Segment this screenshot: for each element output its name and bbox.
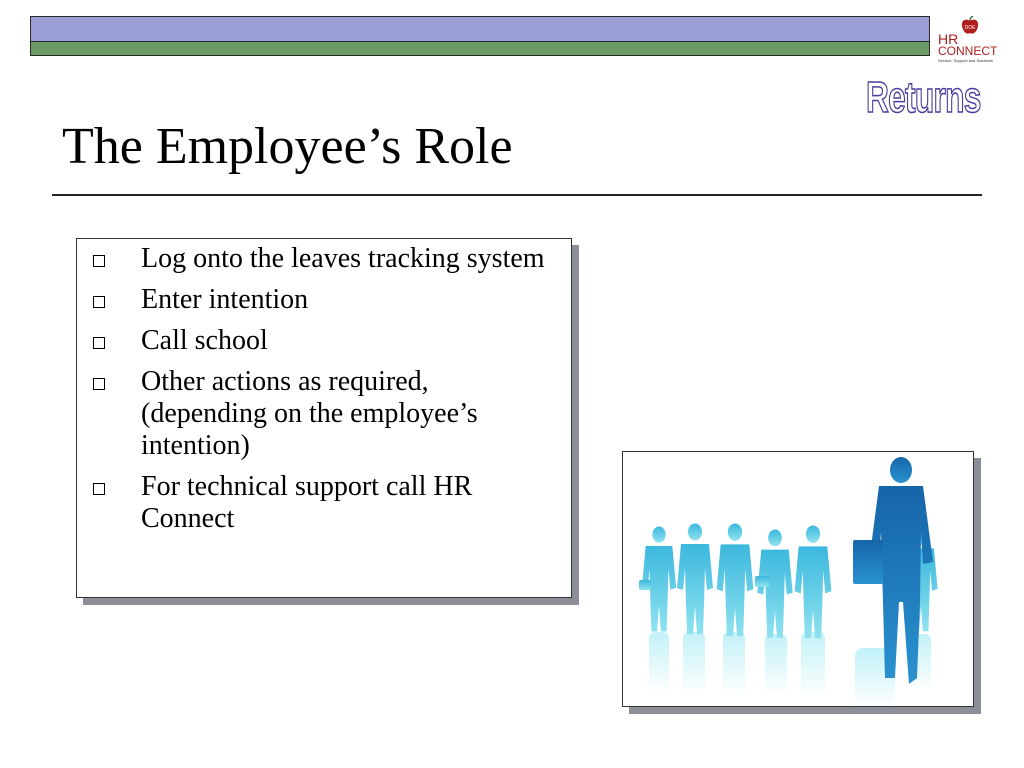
list-item	[87, 471, 555, 535]
square-bullet-icon	[93, 296, 105, 308]
bullet-text: Other actions as required, (depending on the employee’s intention)	[141, 366, 478, 461]
header-bar	[30, 16, 930, 56]
list-item	[87, 325, 555, 357]
hr-connect-logo	[934, 12, 1006, 62]
logo-apple-text: DOE	[964, 25, 976, 31]
bullet-text: Call school	[141, 325, 268, 356]
bullet-text: Log onto the leaves tracking system	[141, 243, 545, 274]
apple-icon	[960, 16, 980, 36]
logo-connect-text: CONNECT	[938, 44, 998, 58]
returns-button[interactable]: Returns	[866, 73, 981, 122]
bullet-text: For technical support call HR Connect	[141, 471, 473, 534]
square-bullet-icon	[93, 337, 105, 349]
logo-tagline: Service, Support and Solutions	[938, 58, 993, 63]
slide-title: The Employee’s Role	[62, 118, 513, 175]
logo-hr-text: HR	[938, 31, 959, 47]
title-divider	[52, 194, 982, 196]
list-item	[87, 366, 555, 462]
square-bullet-icon	[93, 483, 105, 495]
square-bullet-icon	[93, 378, 105, 390]
list-item	[87, 284, 555, 316]
people-picture	[622, 451, 974, 707]
bullet-list	[77, 239, 571, 535]
list-item	[87, 243, 555, 275]
header-bar-stripe-green	[31, 42, 929, 55]
bullet-box	[76, 238, 572, 598]
square-bullet-icon	[93, 255, 105, 267]
header-bar-stripe-purple	[31, 17, 929, 42]
bullet-text: Enter intention	[141, 284, 309, 315]
people-silhouettes-icon	[623, 452, 974, 707]
